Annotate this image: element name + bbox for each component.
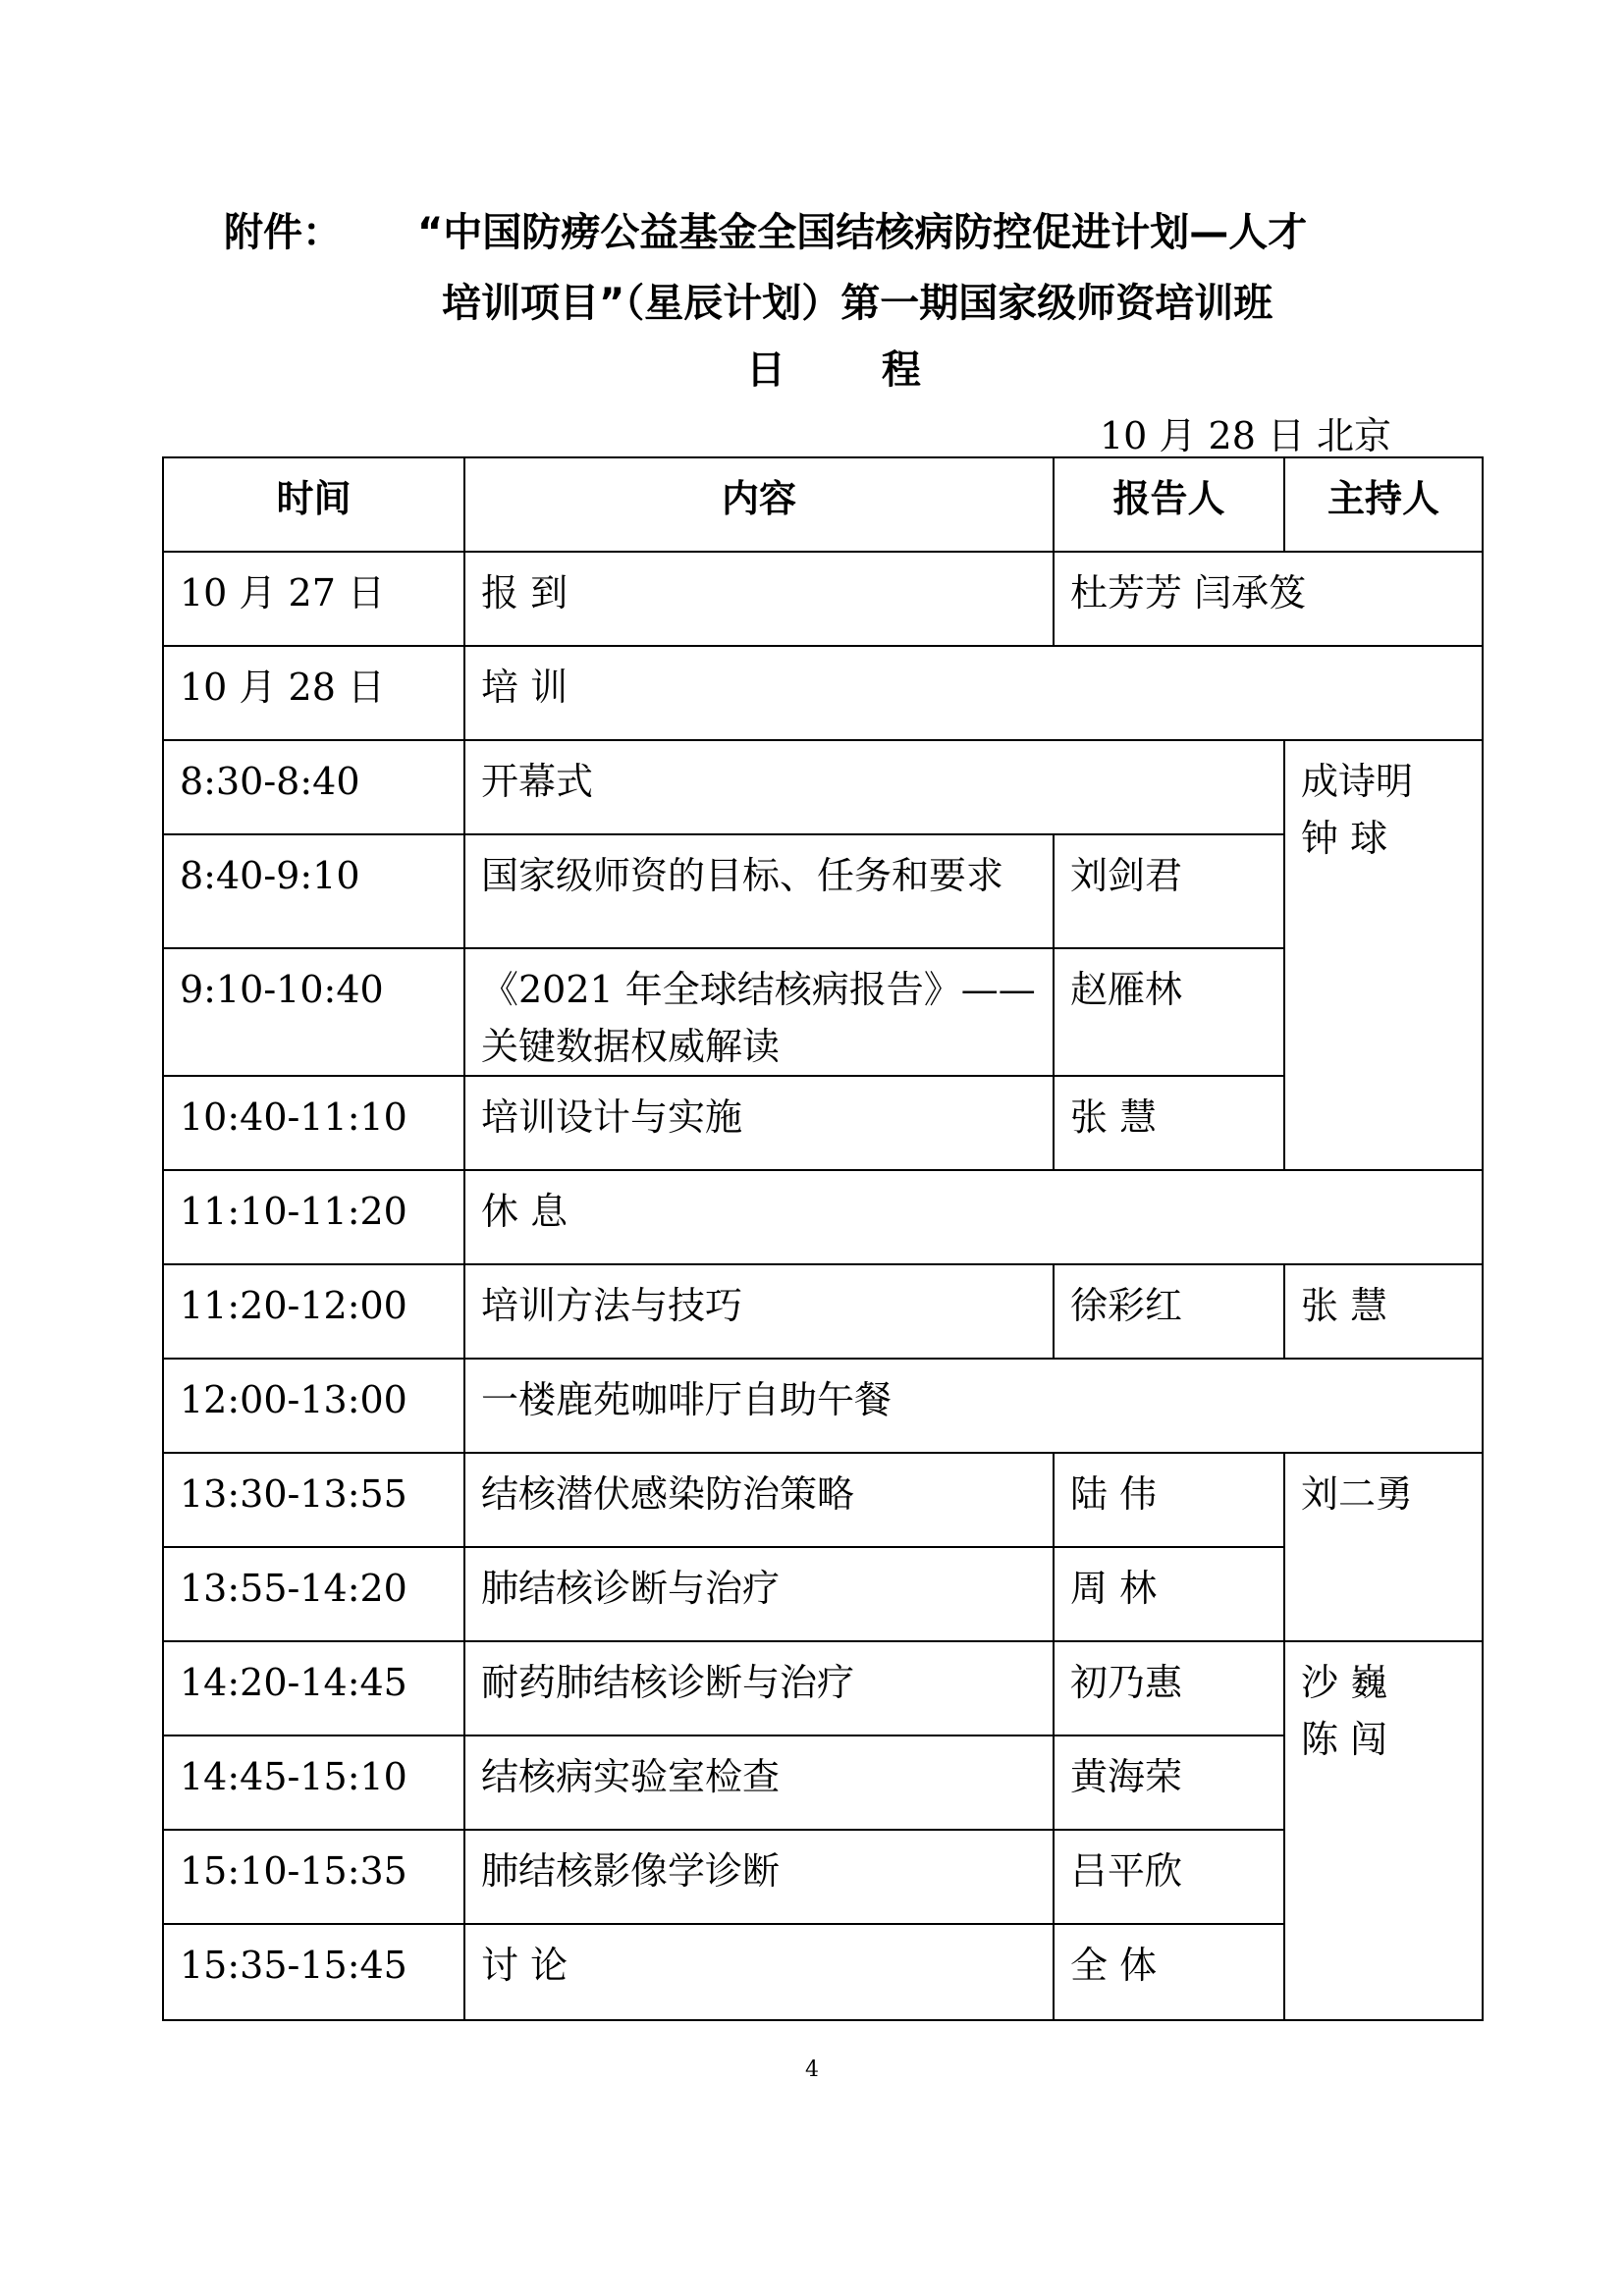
cell-time: 11:10-11:20 <box>163 1170 464 1264</box>
header-time: 时间 <box>163 457 464 552</box>
table-row <box>163 1453 1483 1547</box>
cell-host-late-afternoon <box>1284 1641 1483 2020</box>
cell-time: 8:30-8:40 <box>163 740 464 834</box>
table-row <box>163 646 1483 740</box>
cell-speaker: 徐彩红 <box>1054 1264 1284 1359</box>
cell-speaker: 周 林 <box>1054 1547 1284 1641</box>
host-name: 陈 闯 <box>1301 1718 1388 1761</box>
title-line-3: 日 程 <box>746 347 962 393</box>
cell-content: 肺结核诊断与治疗 <box>464 1547 1054 1641</box>
cell-time: 8:40-9:10 <box>163 834 464 948</box>
cell-time: 10:40-11:10 <box>163 1076 464 1170</box>
cell-content: 培训方法与技巧 <box>464 1264 1054 1359</box>
cell-content: 结核病实验室检查 <box>464 1735 1054 1830</box>
cell-speaker: 陆 伟 <box>1054 1453 1284 1547</box>
table-row <box>163 1641 1483 1735</box>
cell-speaker: 黄海荣 <box>1054 1735 1284 1830</box>
host-name: 刘二勇 <box>1301 1472 1414 1516</box>
cell-time: 14:45-15:10 <box>163 1735 464 1830</box>
cell-speaker: 全 体 <box>1054 1924 1284 2020</box>
host-name: 钟 球 <box>1301 817 1388 860</box>
cell-time: 15:35-15:45 <box>163 1924 464 2020</box>
cell-speaker: 吕平欣 <box>1054 1830 1284 1924</box>
cell-speaker: 张 慧 <box>1054 1076 1284 1170</box>
cell-time: 13:30-13:55 <box>163 1453 464 1547</box>
table-row <box>163 740 1483 834</box>
title-line-1: “中国防痨公益基金全国结核病防控促进计划—人才 <box>417 210 1308 255</box>
host-name: 成诗明 <box>1301 760 1414 803</box>
cell-speaker: 刘剑君 <box>1054 834 1284 948</box>
cell-content: 一楼鹿苑咖啡厅自助午餐 <box>464 1359 1483 1453</box>
cell-speaker: 初乃惠 <box>1054 1641 1284 1735</box>
cell-time: 9:10-10:40 <box>163 948 464 1076</box>
cell-time: 10 月 27 日 <box>163 552 464 646</box>
attachment-label: 附件： <box>224 210 342 255</box>
date-location: 10 月 28 日 北京 <box>1100 414 1392 457</box>
cell-content: 耐药肺结核诊断与治疗 <box>464 1641 1054 1735</box>
table-header-row <box>163 457 1483 552</box>
cell-speaker: 赵雁林 <box>1054 948 1284 1076</box>
cell-content: 培训设计与实施 <box>464 1076 1054 1170</box>
cell-host-early-afternoon <box>1284 1453 1483 1641</box>
table-row <box>163 552 1483 646</box>
cell-time: 14:20-14:45 <box>163 1641 464 1735</box>
cell-time: 10 月 28 日 <box>163 646 464 740</box>
header-content: 内容 <box>464 457 1054 552</box>
title-line-2: 培训项目”（星辰计划）第一期国家级师资培训班 <box>442 281 1273 326</box>
header-speaker: 报告人 <box>1054 457 1284 552</box>
cell-content: 培 训 <box>464 646 1483 740</box>
table-row <box>163 1359 1483 1453</box>
cell-content: 开幕式 <box>464 740 1284 834</box>
table-row <box>163 1264 1483 1359</box>
cell-content: 《2021 年全球结核病报告》——关键数据权威解读 <box>464 948 1054 1076</box>
cell-content: 肺结核影像学诊断 <box>464 1830 1054 1924</box>
host-name: 沙 巍 <box>1301 1661 1388 1704</box>
cell-content: 结核潜伏感染防治策略 <box>464 1453 1054 1547</box>
cell-time: 11:20-12:00 <box>163 1264 464 1359</box>
cell-host: 张 慧 <box>1284 1264 1483 1359</box>
table-row <box>163 1170 1483 1264</box>
header-host: 主持人 <box>1284 457 1483 552</box>
cell-registrar: 杜芳芳 闫承笈 <box>1054 552 1483 646</box>
cell-time: 15:10-15:35 <box>163 1830 464 1924</box>
cell-content: 休 息 <box>464 1170 1483 1264</box>
cell-time: 13:55-14:20 <box>163 1547 464 1641</box>
cell-time: 12:00-13:00 <box>163 1359 464 1453</box>
cell-content: 讨 论 <box>464 1924 1054 2020</box>
cell-content: 报 到 <box>464 552 1054 646</box>
schedule-table <box>162 456 1484 2021</box>
cell-host-morning <box>1284 740 1483 1170</box>
cell-content: 国家级师资的目标、任务和要求 <box>464 834 1054 948</box>
page-number: 4 <box>805 2057 819 2082</box>
